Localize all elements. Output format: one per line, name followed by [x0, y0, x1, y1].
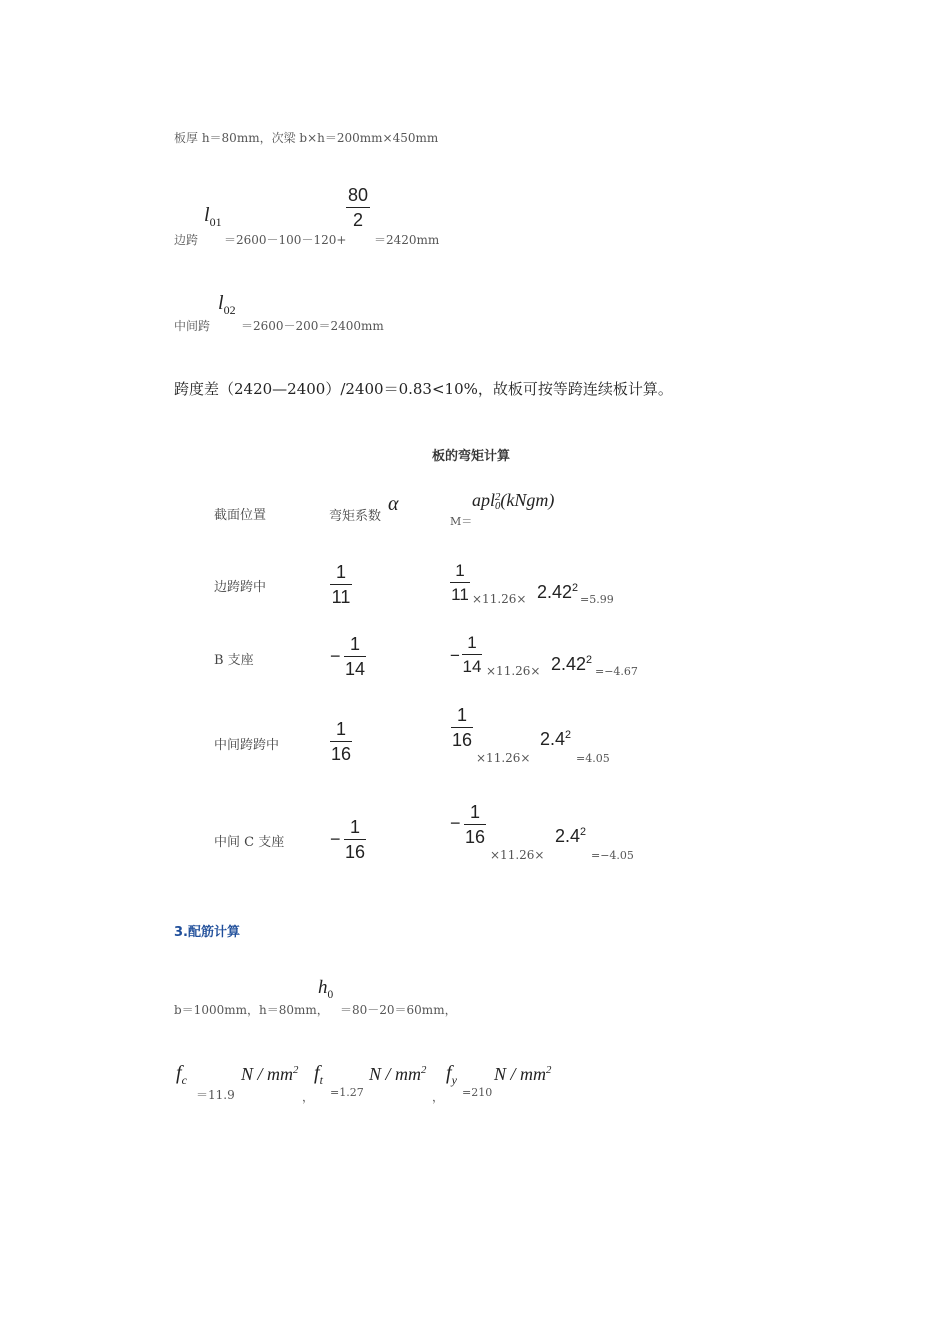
row-position: 边跨跨中 [214, 580, 267, 595]
mid-span-symbol: $l_{02}$ [218, 292, 236, 317]
alpha-symbol: α [388, 493, 399, 515]
row-moment-mid: ×11.26× [472, 592, 527, 606]
row-coefficient: 1 16 [344, 817, 366, 862]
row-moment-fraction: 1 11 [451, 561, 469, 604]
row-moment-mid: ×11.26× [476, 751, 531, 765]
header-m-prefix: M＝ [450, 515, 473, 528]
section-dimensions: b＝1000mm，h＝80mm， [174, 1003, 329, 1017]
header-m-formula: apl 2 0 (kNgm) [472, 490, 555, 512]
edge-span-expression: ＝2600－100－120+ [224, 233, 347, 247]
row-moment-mid: ×11.26× [486, 664, 541, 678]
row-moment-fraction: 1 16 [451, 705, 473, 750]
table-title: 板的弯矩计算 [432, 449, 511, 464]
fc-unit: N / $mm^2$ [241, 1064, 299, 1084]
h0-value: ＝80－20＝60mm， [340, 1003, 457, 1017]
row-moment-result: =−4.05 [591, 849, 634, 862]
row-moment-sign: − [450, 646, 460, 665]
fy-value: =210 [462, 1086, 493, 1099]
ft-unit: N / $mm^2$ [369, 1064, 427, 1084]
row-position: B 支座 [214, 653, 254, 668]
header-coefficient: 弯矩系数 [329, 509, 382, 524]
slab-dimensions-text: 板厚 h＝80mm，次梁 b×h＝200mm×450mm [174, 131, 439, 145]
mid-span-expression: ＝2600－200＝2400mm [241, 319, 384, 333]
row-position: 中间 C 支座 [214, 835, 285, 850]
fc-symbol: $f_c$ [176, 1062, 187, 1087]
row-coefficient: 1 16 [330, 719, 352, 764]
row-moment-result: =−4.67 [595, 665, 638, 678]
mid-span-label: 中间跨 [174, 319, 211, 333]
separator: ， [432, 1090, 445, 1104]
row-moment-span: 2.42$^2$ [551, 654, 593, 674]
row-coefficient-sign: − [330, 829, 341, 849]
row-coefficient-sign: − [330, 646, 341, 666]
fy-symbol: $f_y$ [446, 1062, 457, 1087]
edge-span-symbol: $l_{01}$ [204, 204, 222, 229]
fc-value: ＝11.9 [196, 1088, 235, 1102]
row-moment-fraction: 1 14 [462, 633, 482, 676]
edge-span-label: 边跨 [174, 233, 199, 247]
edge-span-fraction: 80 2 [347, 185, 369, 230]
edge-span-result: ＝2420mm [374, 233, 440, 247]
row-moment-span: 2.42$^2$ [537, 582, 579, 602]
span-difference-text: 跨度差（2420—2400）/2400＝0.83<10%，故板可按等跨连续板计算。 [174, 380, 673, 398]
row-moment-span: $2.4^2$ [555, 826, 587, 846]
separator: ， [302, 1090, 315, 1104]
row-moment-fraction: 1 16 [464, 802, 486, 847]
ft-value: =1.27 [330, 1086, 364, 1099]
header-position: 截面位置 [214, 508, 267, 523]
row-moment-result: =5.99 [580, 593, 614, 606]
row-position: 中间跨跨中 [214, 738, 280, 753]
section-heading: 3.配筋计算 [174, 925, 240, 940]
fy-unit: N / $mm^2$ [494, 1064, 552, 1084]
row-moment-sign: − [450, 813, 461, 833]
h0-symbol: $h_0$ [318, 977, 334, 1001]
row-coefficient: 1 11 [331, 562, 351, 607]
row-moment-mid: ×11.26× [490, 848, 545, 862]
ft-symbol: $f_t$ [314, 1062, 323, 1087]
row-moment-span: $2.4^2$ [540, 729, 572, 749]
row-coefficient: 1 14 [344, 634, 366, 679]
row-moment-result: =4.05 [576, 752, 610, 765]
